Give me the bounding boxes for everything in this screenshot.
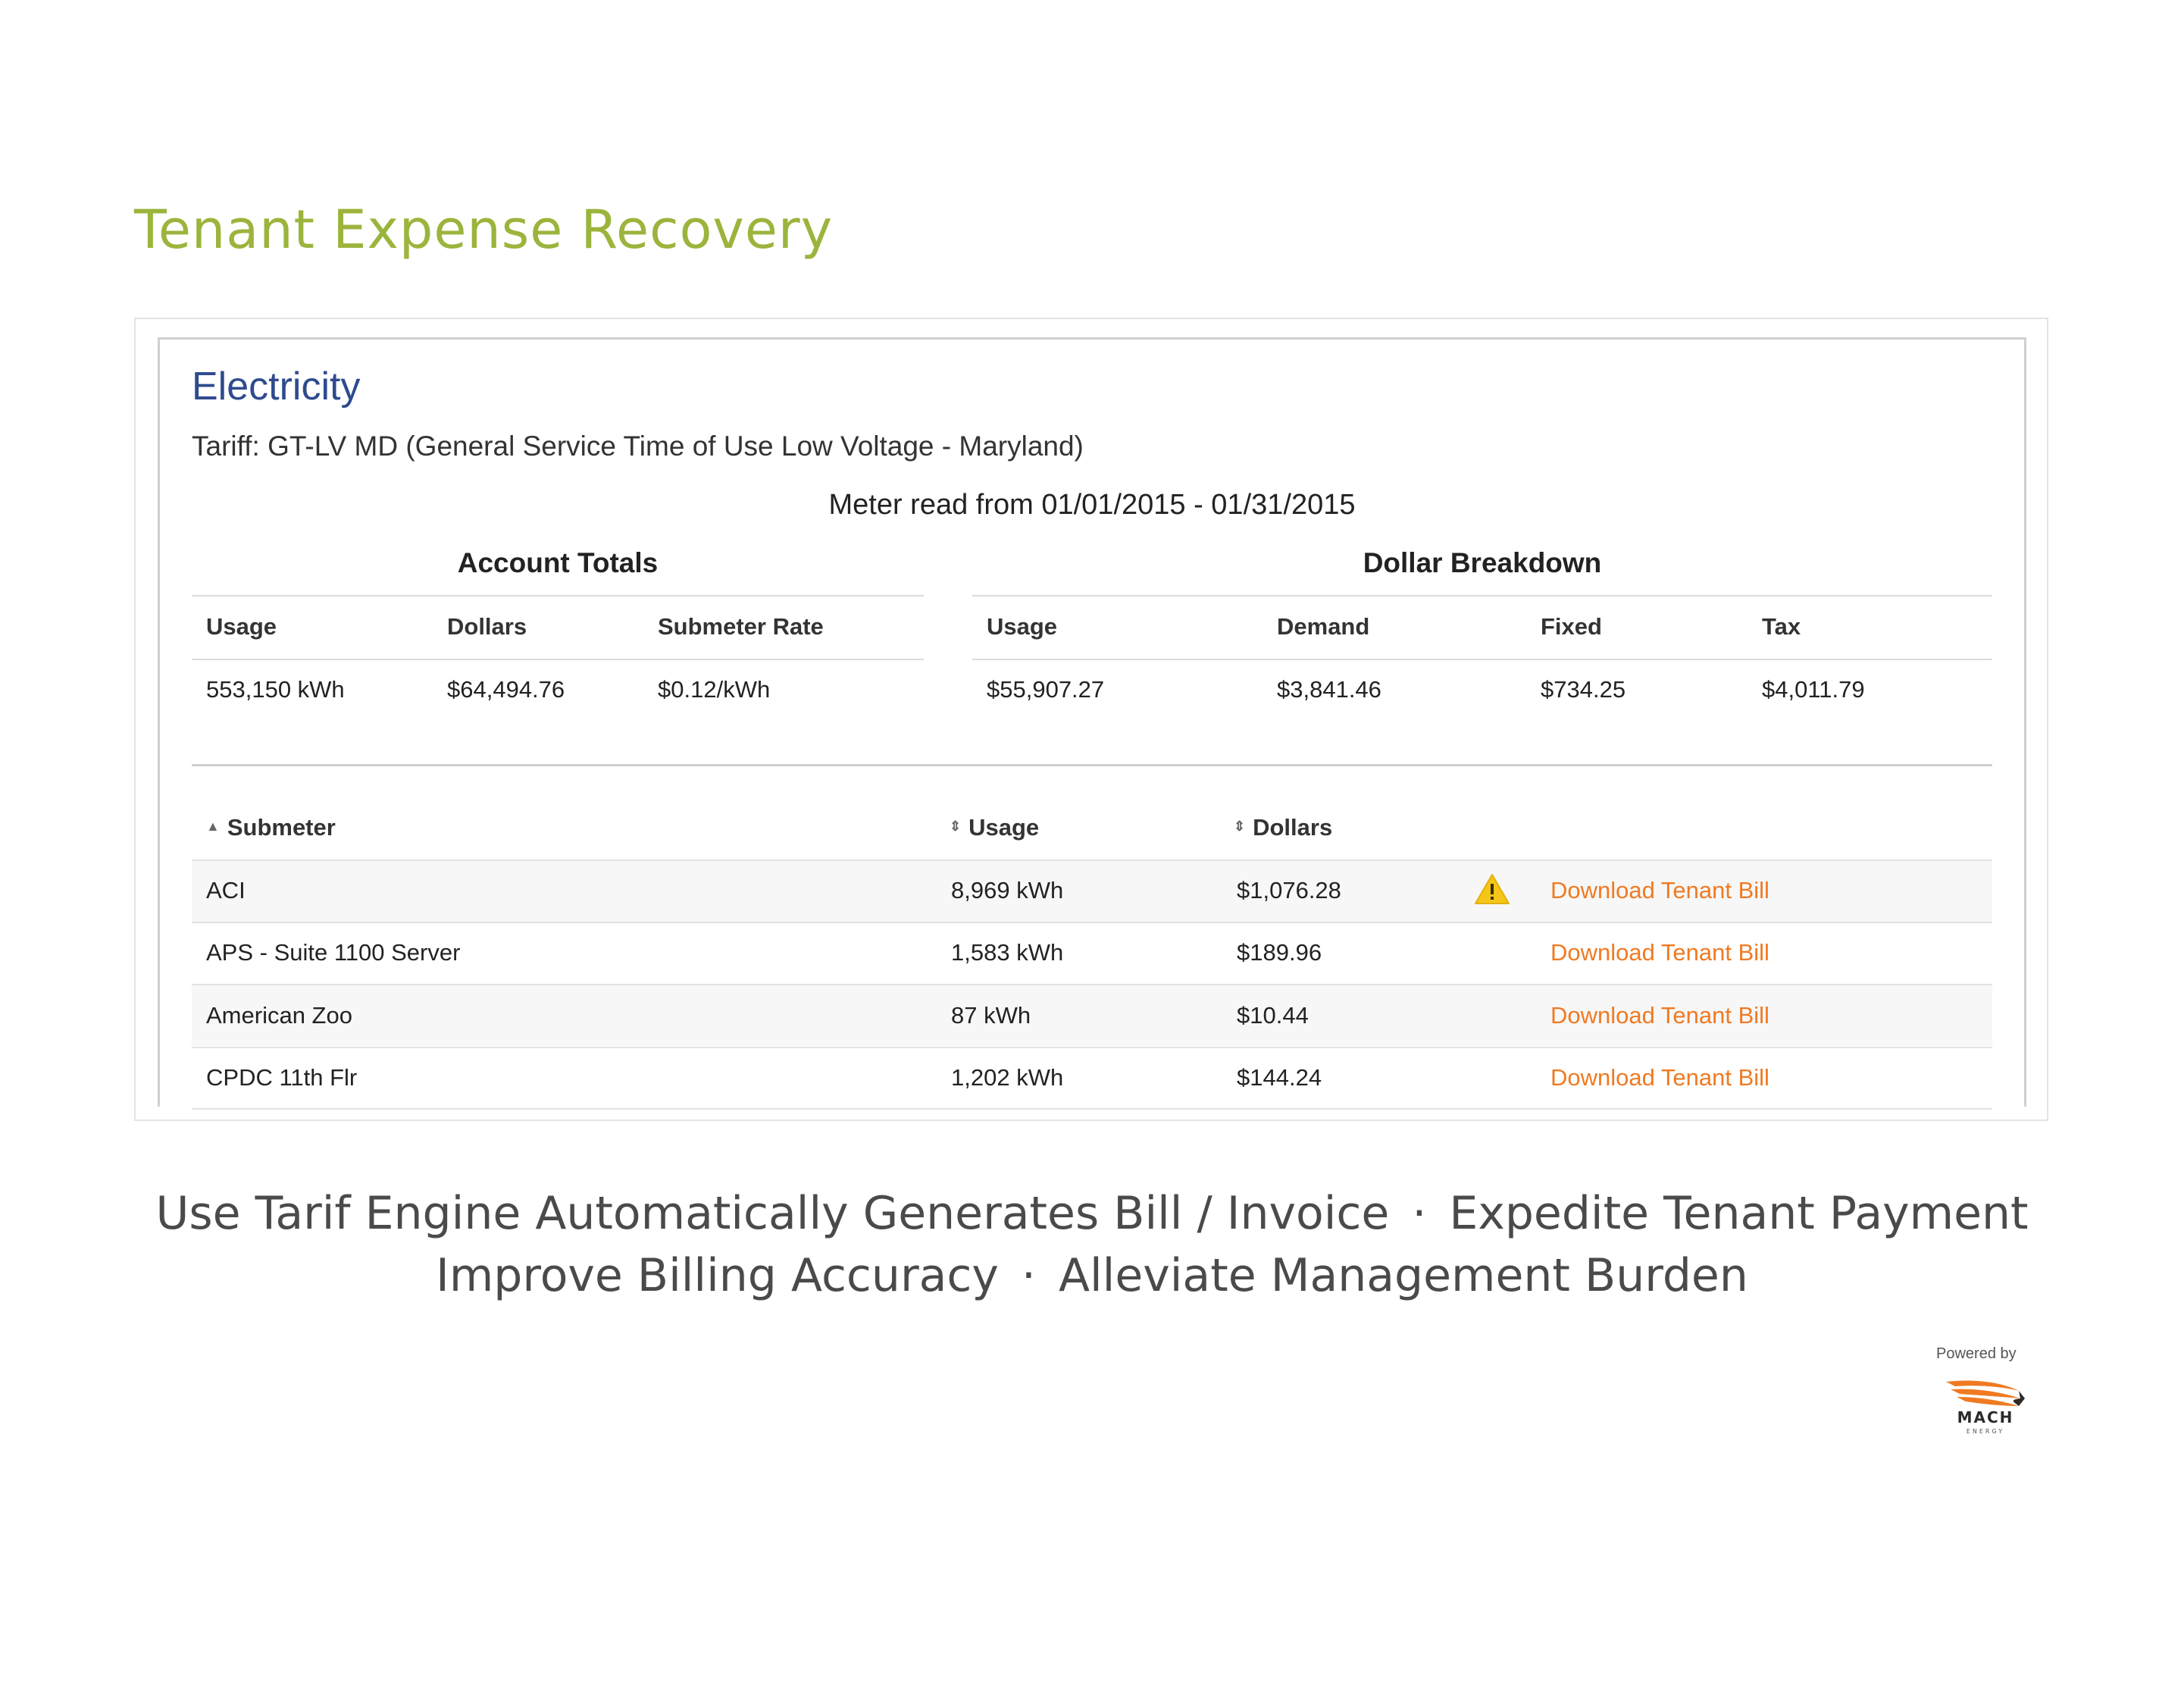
submeter-dollars: $1,076.28 — [1237, 877, 1341, 903]
logo-text: MACH — [1957, 1408, 2014, 1426]
submeter-dollars: $189.96 — [1237, 939, 1322, 966]
powered-by-label: Powered by — [1936, 1345, 2017, 1362]
submeter-usage: 87 kWh — [951, 1002, 1031, 1029]
page-title: Tenant Expense Recovery — [134, 199, 834, 261]
section-divider — [192, 764, 1992, 766]
account-totals-col-rate: Submeter Rate — [658, 613, 824, 640]
sort-both-icon: ⇕ — [950, 819, 962, 835]
submeter-dollars: $10.44 — [1237, 1002, 1309, 1029]
tagline-separator: · — [1412, 1187, 1427, 1240]
mach-energy-logo — [1940, 1368, 2031, 1436]
tagline-line-2 — [0, 1249, 2184, 1302]
col-header-submeter[interactable] — [206, 814, 336, 841]
submeter-name: APS - Suite 1100 Server — [206, 939, 461, 966]
col-header-usage[interactable] — [950, 814, 1039, 841]
submeter-usage: 1,202 kWh — [951, 1064, 1064, 1091]
col-header-submeter-label: Submeter — [227, 814, 336, 841]
tagline-expedite-payment: Expedite Tenant Payment — [1449, 1187, 2029, 1240]
account-totals-usage: 553,150 kWh — [206, 676, 345, 703]
col-header-dollars-label: Dollars — [1253, 814, 1333, 841]
tagline-auto-bill: Use Tarif Engine Automatically Generates Bill / Invoice — [155, 1187, 1390, 1240]
download-tenant-bill-link[interactable]: Download Tenant Bill — [1550, 939, 1769, 966]
account-totals-head-rule — [192, 659, 924, 660]
submeter-name: American Zoo — [206, 1002, 352, 1029]
dollar-breakdown-heading: Dollar Breakdown — [1363, 547, 1602, 578]
dollar-breakdown-col-fixed: Fixed — [1541, 613, 1602, 640]
tagline-billing-accuracy: Improve Billing Accuracy — [436, 1249, 999, 1302]
col-header-usage-label: Usage — [968, 814, 1040, 841]
dollar-breakdown-fixed: $734.25 — [1541, 676, 1626, 703]
submeter-dollars: $144.24 — [1237, 1064, 1322, 1091]
account-totals-heading: Account Totals — [457, 547, 659, 578]
download-tenant-bill-link[interactable]: Download Tenant Bill — [1550, 877, 1769, 903]
tagline-management-burden: Alleviate Management Burden — [1058, 1249, 1748, 1302]
dollar-breakdown-usage: $55,907.27 — [987, 676, 1105, 703]
card-title: Electricity — [192, 365, 361, 409]
download-tenant-bill-link[interactable]: Download Tenant Bill — [1550, 1002, 1769, 1029]
dollar-breakdown-col-tax: Tax — [1762, 613, 1801, 640]
submeter-usage: 1,583 kWh — [951, 939, 1064, 966]
meter-read-range: Meter read from 01/01/2015 - 01/31/2015 — [828, 489, 1356, 521]
dollar-breakdown-tax: $4,011.79 — [1762, 676, 1865, 703]
account-totals-col-usage: Usage — [206, 613, 277, 640]
account-totals-dollars: $64,494.76 — [447, 676, 565, 703]
tagline-line-1 — [0, 1187, 2184, 1240]
tagline-separator: · — [1021, 1249, 1036, 1302]
submeter-name: ACI — [206, 877, 246, 903]
logo-subtext: ENERGY — [1966, 1428, 2005, 1435]
submeter-name: CPDC 11th Flr — [206, 1064, 358, 1091]
dollar-breakdown-col-usage: Usage — [987, 613, 1058, 640]
account-totals-col-dollars: Dollars — [447, 613, 527, 640]
sort-both-icon: ⇕ — [1234, 819, 1246, 835]
download-tenant-bill-link[interactable]: Download Tenant Bill — [1550, 1064, 1769, 1091]
dollar-breakdown-rule — [972, 595, 1992, 597]
warning-icon — [1474, 873, 1510, 905]
tariff-text: Tariff: GT-LV MD (General Service Time of Use Low Voltage - Maryland) — [192, 431, 1084, 462]
account-totals-rule — [192, 595, 924, 597]
sort-asc-icon: ▲ — [206, 819, 220, 835]
submeter-usage: 8,969 kWh — [951, 877, 1064, 903]
col-header-dollars[interactable] — [1234, 814, 1332, 841]
dollar-breakdown-demand: $3,841.46 — [1277, 676, 1381, 703]
dollar-breakdown-head-rule — [972, 659, 1992, 660]
dollar-breakdown-col-demand: Demand — [1277, 613, 1370, 640]
row-rule — [192, 1108, 1992, 1110]
account-totals-rate: $0.12/kWh — [658, 676, 771, 703]
